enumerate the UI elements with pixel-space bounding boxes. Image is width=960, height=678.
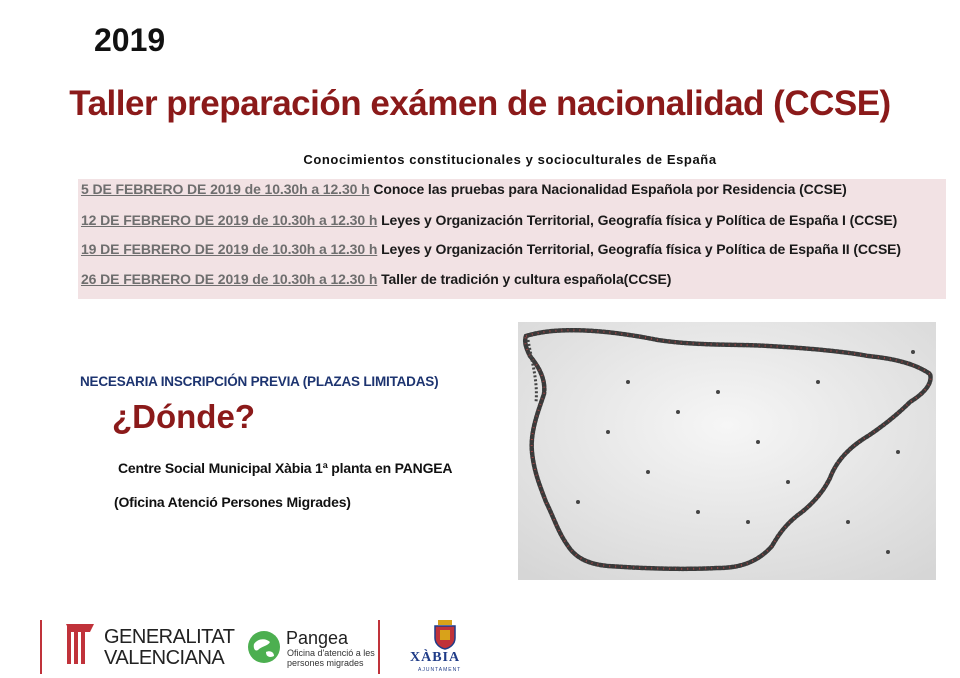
- office-line: (Oficina Atenció Persones Migrades): [114, 494, 351, 510]
- schedule-box: [78, 179, 946, 299]
- generalitat-logo-icon: [64, 622, 98, 668]
- page-subtitle: Conocimientos constitucionales y socioculturales de España: [303, 152, 717, 167]
- page-title: Taller preparación exámen de nacionalidad (CCSE): [69, 84, 891, 123]
- divider: [378, 620, 380, 674]
- registration-note: NECESARIA INSCRIPCIÓN PREVIA (PLAZAS LIMITADAS): [80, 374, 439, 389]
- session-topic: Conoce las pruebas para Nacionalidad Española por Residencia (CCSE): [373, 181, 847, 197]
- session-topic: Leyes y Organización Territorial, Geografía física y Política de España I (CCSE): [381, 212, 898, 228]
- session-row: [81, 181, 847, 197]
- session-topic: Taller de tradición y cultura española(CCSE): [381, 271, 672, 287]
- session-date: 19 DE FEBRERO DE 2019 de 10.30h a 12.30 h: [81, 241, 378, 257]
- divider: [40, 620, 42, 674]
- session-row: [81, 271, 671, 287]
- pangea-logo-text: Pangea: [286, 628, 349, 648]
- pangea-logo-subtitle: Oficina d'atenció a les persones migrades: [287, 648, 375, 668]
- session-row: [81, 241, 901, 257]
- session-row: [81, 212, 897, 228]
- xabia-logo-subtitle: AJUNTAMENT: [418, 667, 462, 673]
- xabia-logo-text: XÀBIA: [410, 650, 461, 665]
- where-heading: ¿Dónde?: [112, 398, 255, 435]
- xabia-crest-icon: [430, 618, 460, 650]
- address-line: Centre Social Municipal Xàbia 1ª planta en PANGEA: [118, 460, 453, 476]
- generalitat-logo-text: GENERALITAT VALENCIANA: [104, 626, 235, 669]
- session-date: 5 DE FEBRERO DE 2019 de 10.30h a 12.30 h: [81, 181, 370, 197]
- session-topic: Leyes y Organización Territorial, Geografía física y Política de España II (CCSE): [381, 241, 901, 257]
- spain-people-map-image: [518, 322, 936, 580]
- session-date: 12 DE FEBRERO DE 2019 de 10.30h a 12.30 h: [81, 212, 378, 228]
- year-label: 2019: [94, 22, 166, 58]
- pangea-logo-icon: [246, 630, 282, 664]
- session-date: 26 DE FEBRERO DE 2019 de 10.30h a 12.30 h: [81, 271, 378, 287]
